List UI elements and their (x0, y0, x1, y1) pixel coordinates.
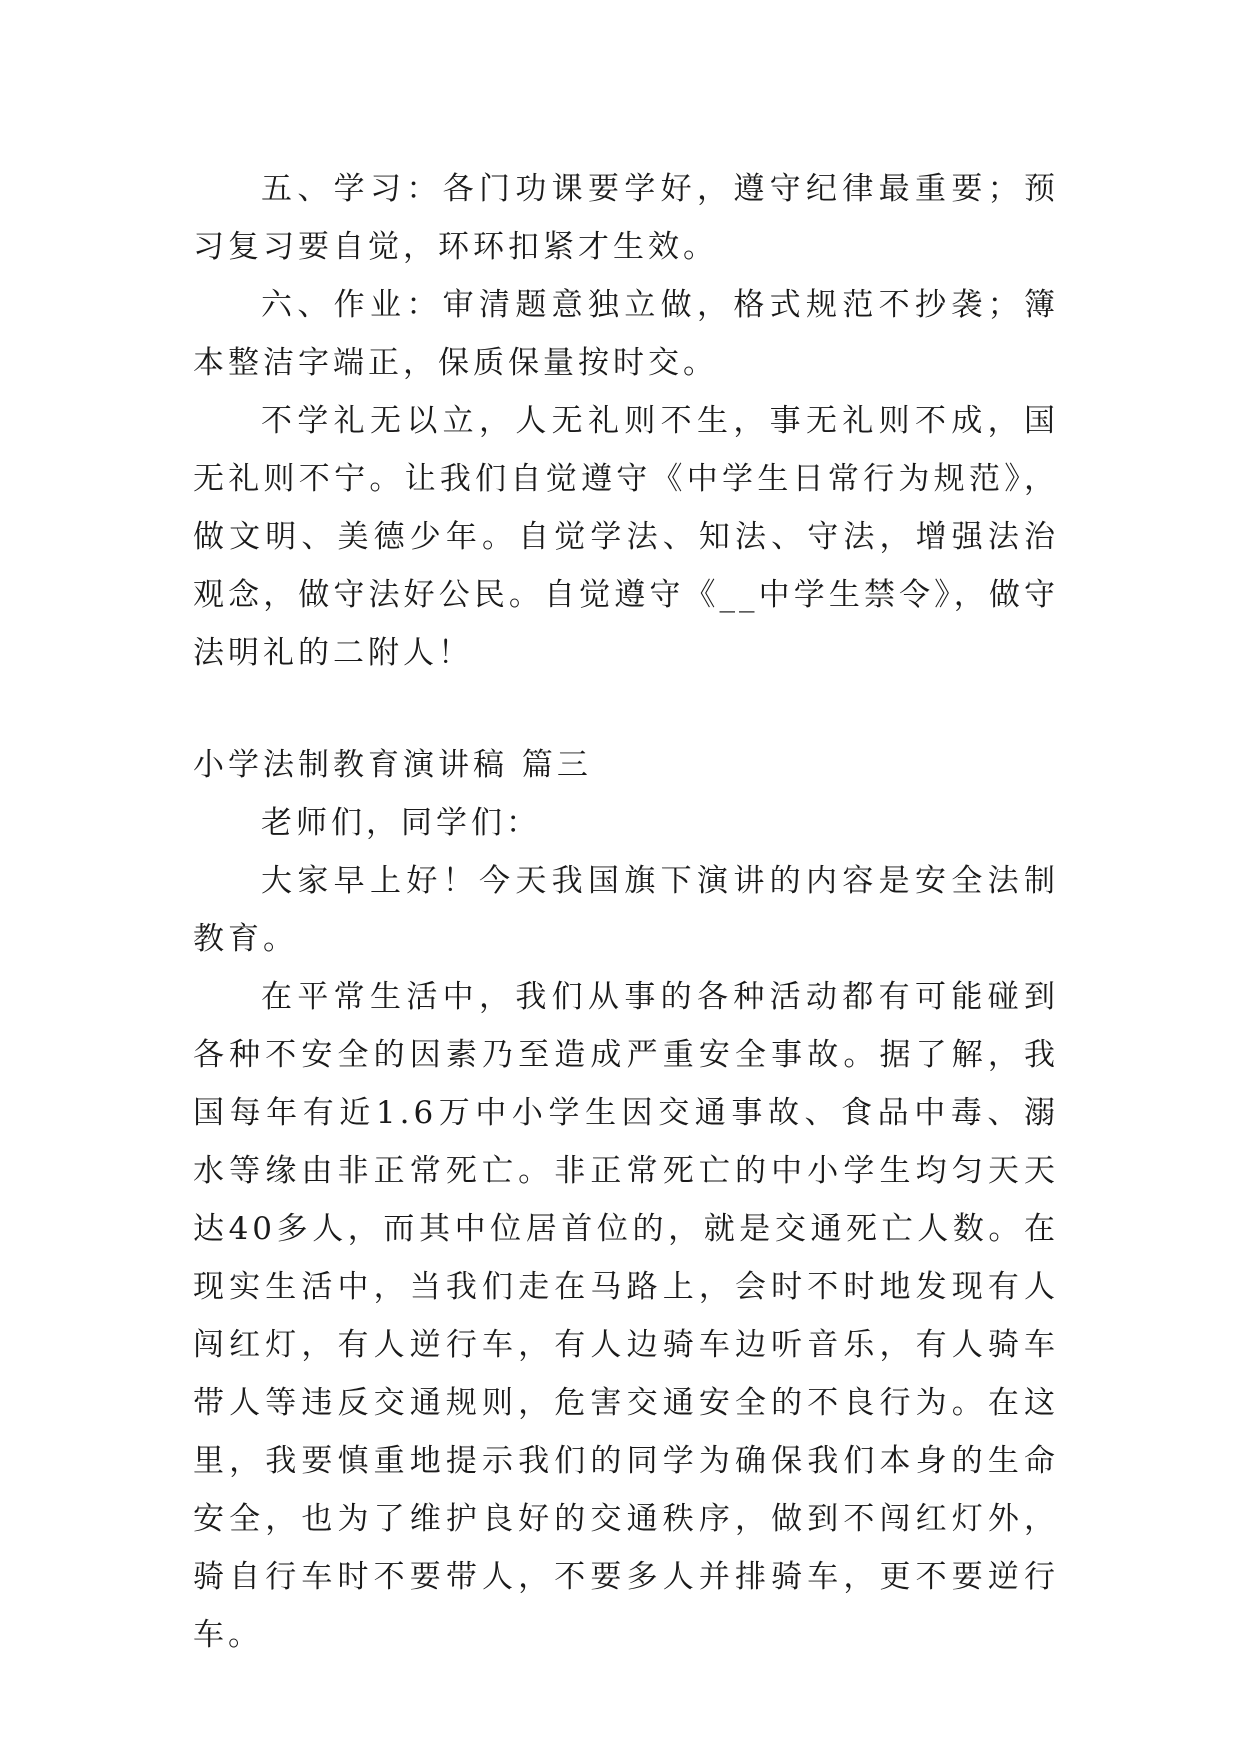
paragraph-traffic-safety: 在平常生活中，我们从事的各种活动都有可能碰到各种不安全的因素乃至造成严重安全事故。据了解，我国每年有近1.6万中小学生因交通事故、食品中毒、溺水等缘由非正常死亡。非正常死亡的中小学生均匀天天达40多人，而其中位居首位的，就是交通死亡人数。在现实生活中，当我们走在马路上，会时不时地发现有人闯红灯，有人逆行车，有人边骑车边听音乐，有人骑车带人等违反交通规则，危害交通安全的不良行为。在这里，我要慎重地提示我们的同学为确保我们本身的生命安全，也为了维护良好的交通秩序，做到不闯红灯外，骑自行车时不要带人，不要多人并排骑车，更不要逆行车。 (193, 979, 1059, 1653)
paragraph-study: 五、学习：各门功课要学好，遵守纪律最重要；预习复习要自觉，环环扣紧才生效。 (193, 171, 1059, 265)
paragraph-greeting: 老师们，同学们： (261, 805, 541, 841)
paragraph-intro: 大家早上好！今天我国旗下演讲的内容是安全法制教育。 (193, 863, 1059, 957)
paragraph-homework: 六、作业：审清题意独立做，格式规范不抄袭；簿本整洁字端正，保质保量按时交。 (193, 287, 1059, 381)
section-gap (193, 682, 1059, 736)
paragraph-etiquette: 不学礼无以立，人无礼则不生，事无礼则不成，国无礼则不宁。让我们自觉遵守《中学生日常行为规范》，做文明、美德少年。自觉学法、知法、守法，增强法治观念，做守法好公民。自觉遵守《__中学生禁令》，做守法明礼的二附人！ (193, 403, 1059, 671)
document-body (193, 160, 1059, 1664)
section-title: 小学法制教育演讲稿 篇三 (193, 747, 592, 783)
